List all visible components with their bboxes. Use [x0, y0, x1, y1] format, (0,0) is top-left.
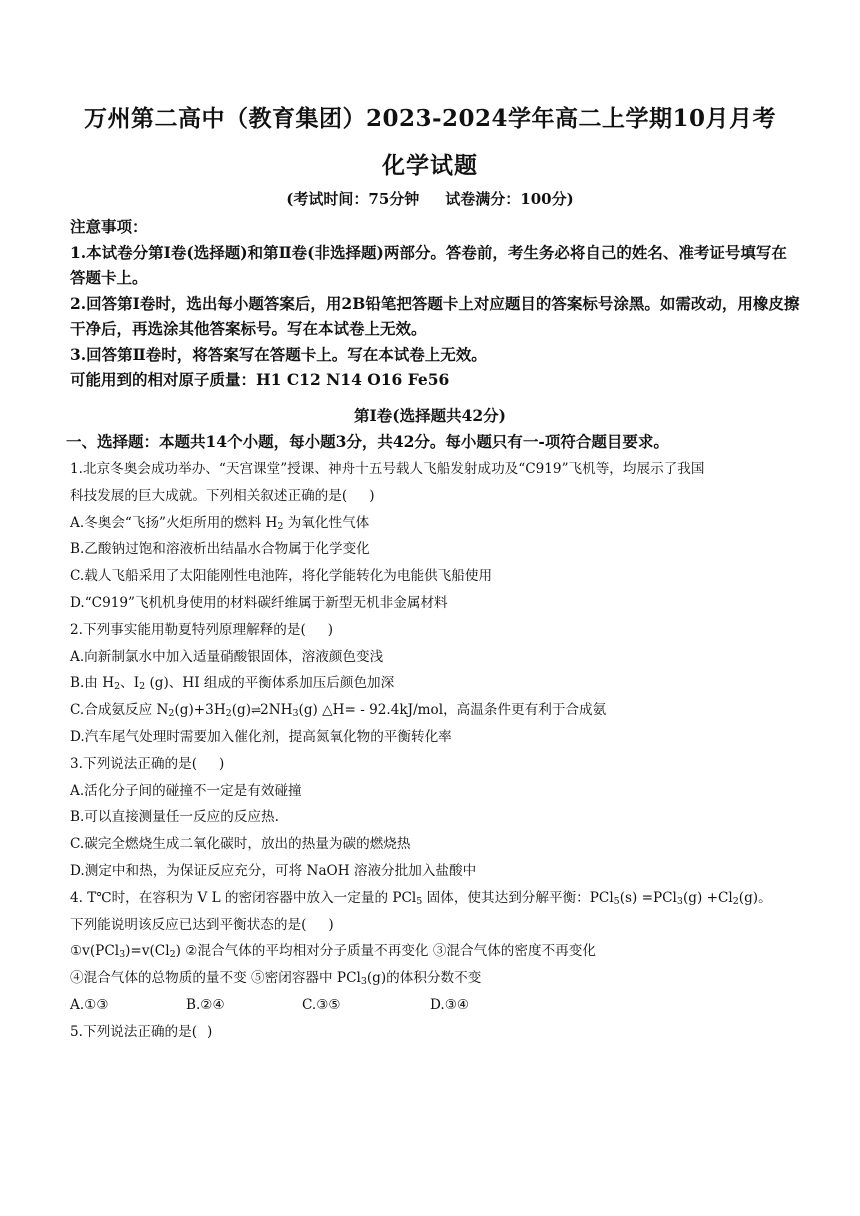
q4-option-c: C.③⑤: [302, 996, 341, 1013]
q4-options: [70, 992, 802, 1019]
questions: [70, 456, 802, 1046]
q4-option-d: D.③④: [430, 996, 470, 1013]
notes-heading: 注意事项：: [70, 217, 148, 236]
equilibrium-arrow: ⇌: [251, 703, 261, 718]
notes-section: [70, 214, 800, 393]
q3-option-a: A.活化分子间的碰撞不一定是有效碰撞: [70, 782, 302, 799]
q2-option-c: C.合成氨反应 $N_2(g)+3H_2(g)\rightleftharpoons 2NH_3(g)$ △H= - 92.4kJ/mol，高温条件更有利于合成氨: [70, 702, 607, 720]
q1-option-a: A.冬奥会“飞扬”火炬所用的燃料 $H_2$ 为氧化性气体: [70, 514, 370, 532]
q3-option-b: B.可以直接测量任一反应的反应热.: [70, 809, 279, 826]
q1-stem-line2: 科技发展的巨大成就。下列相关叙述正确的是( ): [70, 487, 375, 504]
exam-info: [0, 188, 860, 209]
full-score: 试卷满分：100分): [445, 190, 574, 208]
note-item: 1.本试卷分第Ⅰ卷(选择题)和第Ⅱ卷(非选择题)两部分。答卷前，考生务必将自己的姓名、准考证号填写在答题卡上。: [70, 242, 787, 287]
note-item: 3.回答第Ⅱ卷时，将答案写在答题卡上。写在本试卷上无效。: [70, 344, 487, 364]
q1-option-d: D.“C919”飞机机身使用的材料碳纤维属于新型无机非金属材料: [70, 594, 448, 611]
exam-title: 万州第二高中（教育集团）2023-2024学年高二上学期10月月考: [83, 105, 777, 132]
section-title: 第Ⅰ卷(选择题共42分): [354, 406, 506, 425]
q4-option-a: A.①③: [70, 996, 109, 1013]
q4-conditions-1: $①v(PCl_3)=v(Cl_2)$ ②混合气体的平均相对分子质量不再变化 ③混合气体的密度不再变化: [70, 943, 596, 961]
q1-option-c: C.载人飞船采用了太阳能刚性电池阵，将化学能转化为电能供飞船使用: [70, 568, 493, 585]
q2-stem: 2.下列事实能用勒夏特列原理解释的是( ): [70, 621, 334, 638]
q3-option-d: D.测定中和热，为保证反应充分，可将 NaOH 溶液分批加入盐酸中: [70, 862, 477, 879]
atomic-mass-line: 可能用到的相对原子质量：H1 C12 N14 O16 Fe56: [70, 370, 450, 389]
q2-option-a: A.向新制氯水中加入适量硝酸银固体，溶液颜色变浅: [70, 648, 384, 665]
q4-stem-line2: 下列能说明该反应已达到平衡状态的是( ): [70, 916, 334, 933]
q2-option-b: B.由 $H_2$、$I_2$ (g)、HI 组成的平衡体系加压后颜色加深: [70, 675, 395, 693]
part-heading: 一、选择题：本题共14个小题，每小题3分，共42分。每小题只有一-项符合题目要求。: [66, 432, 669, 451]
q5-stem: 5.下列说法正确的是( ): [70, 1023, 213, 1040]
q3-option-c: C.碳完全燃烧生成二氧化碳时，放出的热量为碳的燃烧热: [70, 836, 411, 853]
q1-stem-line1: 1.北京冬奥会成功举办、“天宫课堂”授课、神舟十五号载人飞船发射成功及“C919”飞机等，均展示了我国: [70, 461, 705, 477]
exam-subject: 化学试题: [382, 152, 478, 179]
q4-conditions-2: ④混合气体的总物质的量不变 ⑤密闭容器中 PCl$_3$(g)的体积分数不变: [70, 970, 482, 988]
note-item: 2.回答第Ⅰ卷时，选出每小题答案后，用2B铅笔把答题卡上对应题目的答案标号涂黑。如需改动，用橡皮擦干净后，再选涂其他答案标号。写在本试卷上无效。: [70, 293, 800, 338]
exam-time: (考试时间：75分钟: [286, 190, 420, 208]
q3-stem: 3.下列说法正确的是( ): [70, 755, 225, 772]
q1-option-b: B.乙酸钠过饱和溶液析出结晶水合物属于化学变化: [70, 541, 370, 558]
q2-option-d: D.汽车尾气处理时需要加入催化剂，提高氮氧化物的平衡转化率: [70, 728, 452, 745]
q4-stem-line1: 4. T℃时，在容积为 V L 的密闭容器中放入一定量的 PCl$_5$ 固体，使其达到分解平衡：$PCl_5(s) =PCl_3(g) +Cl_2(g)$。: [70, 889, 772, 907]
q4-option-b: B.②④: [186, 996, 225, 1013]
